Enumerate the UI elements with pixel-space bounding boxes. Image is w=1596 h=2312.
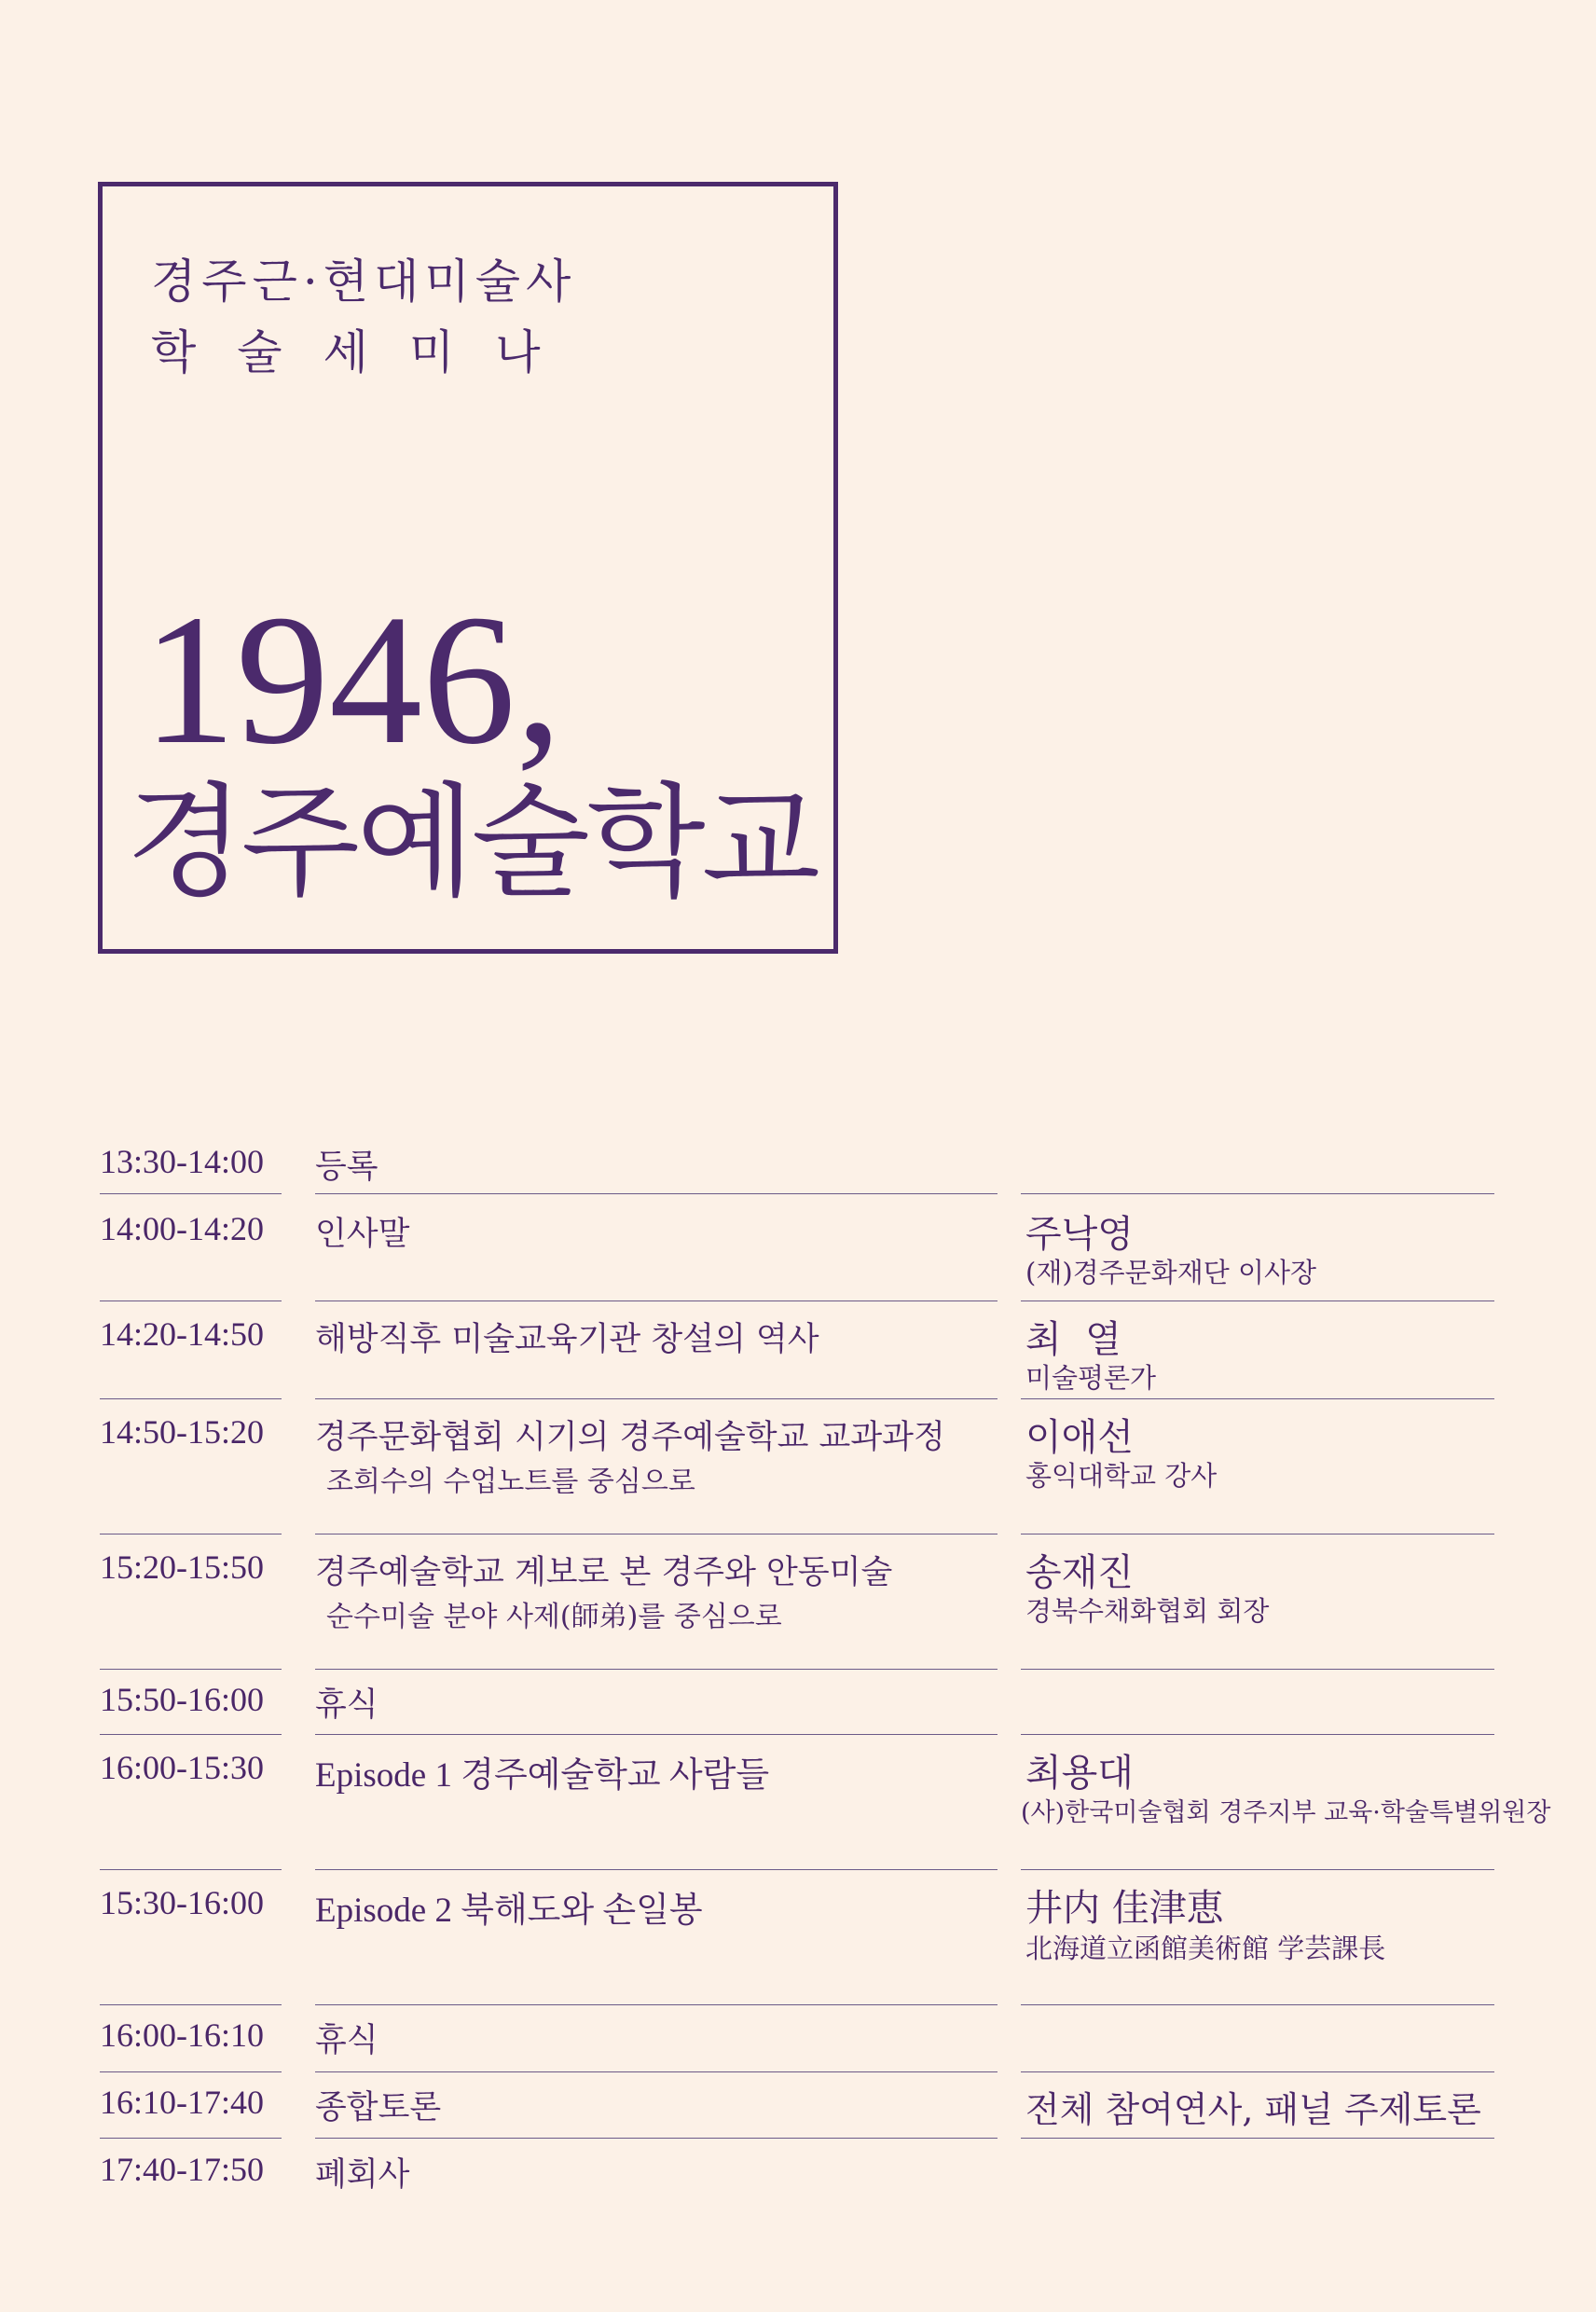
- schedule-time: 16:00-15:30: [100, 1749, 264, 1786]
- seminar-series-label: 경주근·현대미술사: [151, 255, 577, 309]
- schedule-time: 14:50-15:20: [100, 1413, 264, 1451]
- divider: [1021, 1669, 1494, 1670]
- event-main-title: 경주예술학교: [126, 771, 818, 915]
- schedule-item: 해방직후 미술교육기관 창설의 역사: [315, 1321, 819, 1358]
- divider: [100, 1300, 282, 1301]
- event-year: 1946,: [143, 577, 562, 783]
- schedule-item-subtitle: 순수미술 분야 사제(師弟)를 중심으로: [326, 1601, 782, 1633]
- schedule-item: Episode 2 북해도와 손일봉: [315, 1892, 703, 1930]
- divider: [315, 1669, 998, 1670]
- speaker-affiliation: 미술평론가: [1025, 1362, 1157, 1394]
- divider: [1021, 1398, 1494, 1399]
- schedule-time: 16:10-17:40: [100, 2084, 264, 2121]
- divider: [315, 2004, 998, 2005]
- schedule-item: 등록: [315, 1149, 378, 1186]
- speaker-name: 최용대: [1025, 1752, 1134, 1795]
- schedule-time: 14:20-14:50: [100, 1315, 264, 1353]
- divider: [315, 2071, 998, 2072]
- speaker-affiliation: 경북수채화협회 회장: [1025, 1595, 1270, 1627]
- divider: [100, 1669, 282, 1670]
- divider: [315, 1300, 998, 1301]
- speaker-name: 이애선: [1025, 1416, 1134, 1459]
- speaker-name: 최 열: [1025, 1318, 1121, 1361]
- schedule-time: 16:00-16:10: [100, 2016, 264, 2054]
- divider: [315, 1734, 998, 1735]
- schedule-item: Episode 1 경주예술학교 사람들: [315, 1756, 770, 1795]
- divider: [315, 1398, 998, 1399]
- schedule-item: 휴식: [315, 1686, 378, 1724]
- schedule-time: 17:40-17:50: [100, 2151, 264, 2188]
- speaker-affiliation: 홍익대학교 강사: [1025, 1460, 1218, 1492]
- schedule-item: 인사말: [315, 1216, 410, 1253]
- speaker-name: 井内 佳津恵: [1025, 1887, 1224, 1930]
- speaker-affiliation: 北海道立函館美術館 学芸課長: [1025, 1933, 1386, 1964]
- speaker-affiliation: (재)경주문화재단 이사장: [1025, 1257, 1316, 1288]
- divider: [1021, 1869, 1494, 1870]
- schedule-item: 휴식: [315, 2022, 378, 2059]
- divider: [1021, 2071, 1494, 2072]
- schedule-time: 14:00-14:20: [100, 1210, 264, 1247]
- divider: [315, 2138, 998, 2139]
- divider: [100, 1193, 282, 1194]
- divider: [1021, 1193, 1494, 1194]
- speaker-name: 주낙영: [1025, 1213, 1134, 1256]
- schedule-time: 15:50-16:00: [100, 1681, 264, 1718]
- divider: [1021, 1734, 1494, 1735]
- schedule-time: 13:30-14:00: [100, 1143, 264, 1180]
- speaker-name: 전체 참여연사, 패널 주제토론: [1025, 2089, 1481, 2130]
- divider: [1021, 1300, 1494, 1301]
- divider: [1021, 2138, 1494, 2139]
- divider: [1021, 2004, 1494, 2005]
- divider: [100, 1869, 282, 1870]
- schedule-item: 경주예술학교 계보로 본 경주와 안동미술: [315, 1554, 893, 1591]
- schedule-time: 15:30-16:00: [100, 1884, 264, 1921]
- speaker-affiliation: (사)한국미술협회 경주지부 교육·학술특별위원장: [1021, 1798, 1551, 1827]
- schedule-item: 폐회사: [315, 2156, 410, 2194]
- divider: [100, 2138, 282, 2139]
- divider: [100, 1398, 282, 1399]
- schedule-time: 15:20-15:50: [100, 1548, 264, 1586]
- schedule-item-subtitle: 조희수의 수업노트를 중심으로: [326, 1466, 695, 1498]
- schedule-item: 종합토론: [315, 2089, 442, 2126]
- divider: [100, 2071, 282, 2072]
- divider: [315, 1869, 998, 1870]
- divider: [100, 1734, 282, 1735]
- divider: [100, 2004, 282, 2005]
- speaker-name: 송재진: [1025, 1551, 1134, 1594]
- seminar-type-label: 학술세미나: [151, 325, 582, 379]
- schedule-item: 경주문화협회 시기의 경주예술학교 교과과정: [315, 1419, 945, 1456]
- divider: [315, 1193, 998, 1194]
